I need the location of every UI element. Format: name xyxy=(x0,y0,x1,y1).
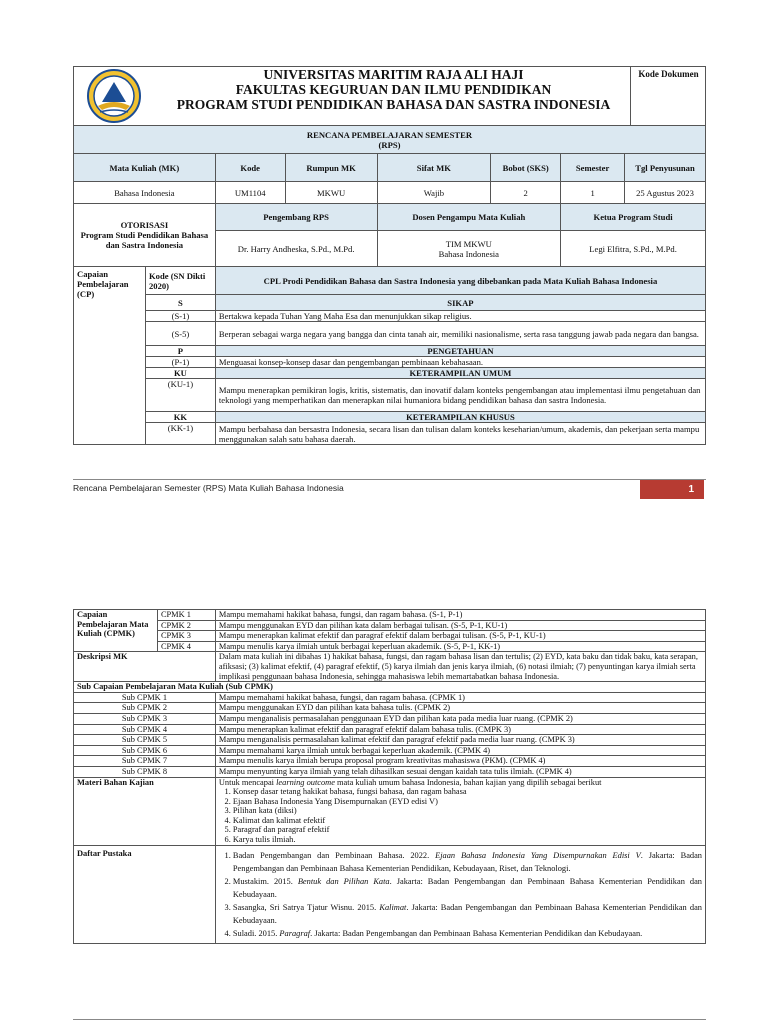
faculty-name: FAKULTAS KEGURUAN DAN ILMU PENDIDIKAN xyxy=(235,82,552,97)
reference-publisher: . Jakarta: Badan Pengembangan dan Pembinaan Bahasa Kementerian Pendidikan dan Kebudayaan. xyxy=(310,928,643,938)
university-logo xyxy=(80,68,148,124)
course-cluster: MKWU xyxy=(285,182,377,204)
cp-code: (KK-1) xyxy=(145,423,215,445)
reference-author: Badan Pengembangan dan Pembinaan Bahasa. 2022. xyxy=(232,850,436,860)
pengetahuan-title: PENGETAHUAN xyxy=(215,346,705,357)
lecturer-cell xyxy=(377,231,561,267)
sub-cpmk-text: Mampu menggunakan EYD dan pilihan kata bahasa tulis. (CPMK 2) xyxy=(215,703,705,714)
col-header: Bobot (SKS) xyxy=(491,154,561,182)
reference-publisher: . Jakarta: Badan Pengembangan dan Pembinaan Bahasa Kementerian Pendidikan, Kebudayaan, Riset, dan Teknologi. xyxy=(232,850,702,873)
cpmk-row xyxy=(74,641,706,652)
course-code: UM1104 xyxy=(215,182,285,204)
cpmk-text: Mampu menulis karya ilmiah untuk berbagai keperluan akademik. (S-5, P-1, KK-1) xyxy=(215,641,705,652)
materi-intro-text: mata kuliah umum bahasa Indonesia, bahan kajian yang dipilih sebagai berikut xyxy=(334,777,602,787)
program-name: PROGRAM STUDI PENDIDIKAN BAHASA DAN SASTRA INDONESIA xyxy=(176,97,611,112)
auth-header: Pengembang RPS xyxy=(215,204,377,231)
cpl-title: CPL Prodi Pendidikan Bahasa dan Sastra Indonesia yang dibebankan pada Mata Kuliah Bahasa Indonesia xyxy=(215,267,705,295)
reference-item xyxy=(233,901,702,927)
reference-title: Ejaan Bahasa Indonesia Yang Disempurnakan Edisi V xyxy=(435,850,641,860)
cp-text: Mampu menerapkan pemikiran logis, kritis, sistematis, dan inovatif dalam konteks pengembangan atau implementasi ilmu pengetahuan dan teknologi yang memperhatikan dan menerapkan nilai humaniora bidang pendidikan bahasa dan sastra Indonesia. xyxy=(215,379,705,412)
document-code-label: Kode Dokumen xyxy=(638,69,699,79)
cp-code: (S-5) xyxy=(145,322,215,346)
materi-item: 5. Paragraf dan paragraf efektif xyxy=(233,825,702,835)
head-name: Legi Elfitra, S.Pd., M.Pd. xyxy=(561,231,706,267)
auth-header: Dosen Pengampu Mata Kuliah xyxy=(377,204,561,231)
footer-divider xyxy=(73,479,706,480)
rps-header-row xyxy=(74,154,706,182)
sub-cpmk-row xyxy=(74,735,706,746)
course-date: 25 Agustus 2023 xyxy=(625,182,706,204)
sikap-code: S xyxy=(145,295,215,311)
kode-label: Kode (SN Dikti 2020) xyxy=(145,267,215,295)
sub-cpmk-code: Sub CPMK 6 xyxy=(74,745,216,756)
cp-text: Mampu berbahasa dan bersastra Indonesia, secara lisan dan tulisan dalam konteks keseharian/umum, akademis, dan pekerjaan serta mampu menggunakan salah satu bahasa daerah. xyxy=(215,423,705,445)
cp-code: (P-1) xyxy=(145,357,215,368)
col-header: Sifat MK xyxy=(377,154,491,182)
page-bottom-divider xyxy=(73,1019,706,1020)
cp-row xyxy=(74,311,706,322)
sub-cpmk-row xyxy=(74,692,706,703)
footer-text: Rencana Pembelajaran Semester (RPS) Mata Kuliah Bahasa Indonesia xyxy=(73,483,344,493)
cpmk-row xyxy=(74,610,706,621)
deskripsi-label: Deskripsi MK xyxy=(74,652,216,682)
sub-cpmk-code: Sub CPMK 2 xyxy=(74,703,216,714)
sub-cpmk-row xyxy=(74,713,706,724)
reference-title: Bentuk dan Pilihan Kata xyxy=(297,876,390,886)
cpmk-row xyxy=(74,620,706,631)
cpmk-label: Capaian Pembelajaran Mata Kuliah (CPMK) xyxy=(74,610,158,652)
col-header: Mata Kuliah (MK) xyxy=(74,154,216,182)
rps-title: RENCANA PEMBELAJARAN SEMESTER xyxy=(306,129,473,140)
sub-cpmk-text: Mampu menganalisis permasalahan penggunaan EYD dan pilihan kata pada media luar ruang. (CPMK 2) xyxy=(215,713,705,724)
sub-cpmk-row xyxy=(74,756,706,767)
cp-row xyxy=(74,322,706,346)
sub-cpmk-text: Mampu menerapkan kalimat efektif dan paragraf efektif dalam bahasa tulis. (CMPK 3) xyxy=(215,724,705,735)
materi-item: 4. Kalimat dan kalimat efektif xyxy=(233,816,702,826)
ku-code: KU xyxy=(145,368,215,379)
col-header: Semester xyxy=(561,154,625,182)
pustaka-row xyxy=(74,845,706,943)
cpmk-code: CPMK 2 xyxy=(157,620,215,631)
lecturer-course: Bahasa Indonesia xyxy=(438,248,499,259)
cpmk-code: CPMK 1 xyxy=(157,610,215,621)
sub-cpmk-row xyxy=(74,766,706,777)
course-type: Wajib xyxy=(377,182,491,204)
sub-cpmk-row xyxy=(74,745,706,756)
developer-name: Dr. Harry Andheska, S.Pd., M.Pd. xyxy=(215,231,377,267)
sub-cpmk-code: Sub CPMK 8 xyxy=(74,766,216,777)
lecturer-team: TIM MKWU xyxy=(445,238,492,249)
cp-text: Menguasai konsep-konsep dasar dan pengembangan pembinaan kebahasaan. xyxy=(215,357,705,368)
materi-intro xyxy=(219,778,702,788)
course-name: Bahasa Indonesia xyxy=(74,182,216,204)
rps-abbr: (RPS) xyxy=(378,139,401,150)
pengetahuan-code: P xyxy=(145,346,215,357)
cp-label: Capaian Pembelajaran (CP) xyxy=(74,267,146,445)
otorisasi-program: Program Studi Pendidikan Bahasa dan Sastra Indonesia xyxy=(80,230,209,250)
reference-title: Kalimat xyxy=(379,902,407,912)
sub-cpmk-text: Mampu memahami karya ilmiah untuk berbagai keperluan akademik. (CPMK 4) xyxy=(215,745,705,756)
cp-text: Bertakwa kepada Tuhan Yang Maha Esa dan menunjukkan sikap religius. xyxy=(215,311,705,322)
cp-code: (KU-1) xyxy=(145,379,215,412)
reference-title: Paragraf xyxy=(279,928,311,938)
materi-intro-emphasis: learning outcome xyxy=(276,777,335,787)
sub-cpmk-code: Sub CPMK 1 xyxy=(74,692,216,703)
cpmk-code: CPMK 3 xyxy=(157,631,215,642)
reference-publisher: . Jakarta: Badan Pengembangan dan Pembinaan Bahasa Kementerian Pendidikan dan Kebudayaan. xyxy=(232,902,702,925)
institution-title xyxy=(155,67,632,112)
materi-row xyxy=(74,777,706,845)
reference-item xyxy=(233,849,702,875)
cpmk-row xyxy=(74,631,706,642)
pustaka-list xyxy=(219,849,702,940)
sub-cpmk-code: Sub CPMK 3 xyxy=(74,713,216,724)
cp-row xyxy=(74,423,706,445)
reference-item xyxy=(233,927,702,940)
sub-cpmk-text: Mampu menganalisis permasalahan kalimat efektif dan paragraf efektif pada media luar ruang. (CMPK 3) xyxy=(215,735,705,746)
cp-row xyxy=(74,379,706,412)
sub-cpmk-code: Sub CPMK 4 xyxy=(74,724,216,735)
deskripsi-text: Dalam mata kuliah ini dibahas 1) hakikat bahasa, fungsi, dan ragam bahasa lisan dan tertulis; (2) EYD, kata baku dan tidak baku, kata serapan, afiksasi; (3) kalimat efektif, (4) paragraf efektif, (5) karya ilmiah dan jenis karya ilmiah, (6) notasi ilmiah; (7) penyuntingan karya ilmiah serta implikasi penggunaan bahasa Indonesia, sehingga mahasiswa lebih memartabatkan bahasa Indonesia. xyxy=(215,652,705,682)
document-code-cell xyxy=(630,66,706,126)
university-name: UNIVERSITAS MARITIM RAJA ALI HAJI xyxy=(263,67,524,82)
materi-content xyxy=(215,777,705,845)
cpmk-text: Mampu menerapkan kalimat efektif dan paragraf efektif dalam berbagai tulisan. (S-5, P-1, KU-1) xyxy=(215,631,705,642)
cpmk-text: Mampu menggunakan EYD dan pilihan kata dalam berbagai tulisan. (S-5, P-1, KU-1) xyxy=(215,620,705,631)
reference-author: Mustakim. 2015. xyxy=(232,876,298,886)
ku-title: KETERAMPILAN UMUM xyxy=(215,368,705,379)
materi-item: 3. Pilihan kata (diksi) xyxy=(233,806,702,816)
materi-intro-text: Untuk mencapai xyxy=(218,777,277,787)
cp-row xyxy=(74,357,706,368)
sub-cpmk-text: Mampu menulis karya ilmiah berupa proposal program kreativitas mahasiswa (PKM). (CPMK 4) xyxy=(215,756,705,767)
reference-publisher: . Jakarta: Badan Pengembangan dan Pembinaan Bahasa Kementerian Pendidikan dan Kebudayaan. xyxy=(232,876,702,899)
reference-item xyxy=(233,875,702,901)
rps-info-table xyxy=(73,125,706,267)
materi-item: 1. Konsep dasar tetang hakikat bahasa, fungsi bahasa, dan ragam bahasa xyxy=(233,787,702,797)
sub-cpmk-text: Mampu memahami hakikat bahasa, fungsi, dan ragam bahasa. (CPMK 1) xyxy=(215,692,705,703)
materi-item: 2. Ejaan Bahasa Indonesia Yang Disempurnakan (EYD edisi V) xyxy=(233,797,702,807)
pustaka-content xyxy=(215,845,705,943)
sub-cpmk-text: Mampu menyunting karya ilmiah yang telah dihasilkan sesuai dengan kaidah tata tulis ilmiah. (CPMK 4) xyxy=(215,766,705,777)
kk-title: KETERAMPILAN KHUSUS xyxy=(215,412,705,423)
otorisasi-cell xyxy=(74,204,216,267)
page-number: 1 xyxy=(640,480,704,499)
sub-cpmk-row xyxy=(74,703,706,714)
reference-author: Suladi. 2015. xyxy=(232,928,280,938)
page2-table xyxy=(73,609,706,944)
materi-item: 6. Karya tulis ilmiah. xyxy=(233,835,702,845)
sub-cpmk-title: Sub Capaian Pembelajaran Mata Kuliah (Sub CPMK) xyxy=(74,682,706,693)
cpmk-code: CPMK 4 xyxy=(157,641,215,652)
otorisasi-label: OTORISASI xyxy=(120,220,169,230)
cp-text: Berperan sebagai warga negara yang bangga dan cinta tanah air, memiliki nasionalisme, serta rasa tanggung jawab pada negara dan bangsa. xyxy=(215,322,705,346)
materi-label: Materi Bahan Kajian xyxy=(74,777,216,845)
col-header: Kode xyxy=(215,154,285,182)
cp-table xyxy=(73,266,706,445)
cp-code: (S-1) xyxy=(145,311,215,322)
reference-author: Sasangka, Sri Satrya Tjatur Wisnu. 2015. xyxy=(232,902,380,912)
course-credits: 2 xyxy=(491,182,561,204)
pustaka-label: Daftar Pustaka xyxy=(74,845,216,943)
auth-header: Ketua Program Studi xyxy=(561,204,706,231)
sub-cpmk-code: Sub CPMK 5 xyxy=(74,735,216,746)
sub-cpmk-row xyxy=(74,724,706,735)
rps-value-row xyxy=(74,182,706,204)
cpmk-text: Mampu memahami hakikat bahasa, fungsi, dan ragam bahasa. (S-1, P-1) xyxy=(215,610,705,621)
sub-cpmk-code: Sub CPMK 7 xyxy=(74,756,216,767)
col-header: Tgl Penyusunan xyxy=(625,154,706,182)
rps-title-cell xyxy=(74,126,706,154)
deskripsi-row xyxy=(74,652,706,682)
col-header: Rumpun MK xyxy=(285,154,377,182)
sikap-title: SIKAP xyxy=(215,295,705,311)
kk-code: KK xyxy=(145,412,215,423)
materi-list xyxy=(219,787,702,845)
course-semester: 1 xyxy=(561,182,625,204)
